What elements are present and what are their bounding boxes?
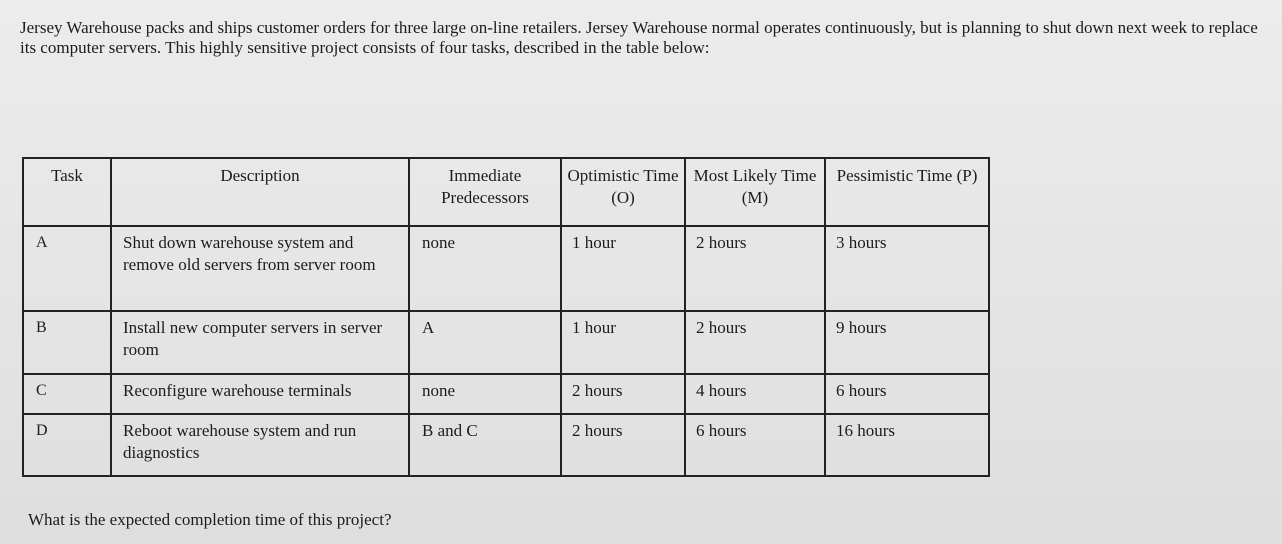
header-pessimistic: Pessimistic Time (P) (825, 158, 989, 226)
header-most-likely: Most Likely Time (M) (685, 158, 825, 226)
most-likely-time-cell: 6 hours (685, 414, 825, 476)
task-id-cell: D (23, 414, 111, 476)
optimistic-time-cell: 2 hours (561, 414, 685, 476)
predecessors-cell: B and C (409, 414, 561, 476)
most-likely-time-cell: 2 hours (685, 311, 825, 374)
optimistic-time-cell: 1 hour (561, 226, 685, 311)
task-table (22, 157, 990, 477)
table-row (23, 311, 989, 374)
task-id-cell: A (23, 226, 111, 311)
most-likely-time-cell: 2 hours (685, 226, 825, 311)
task-description-cell: Reconfigure warehouse terminals (111, 374, 409, 414)
table-row (23, 226, 989, 311)
table-row (23, 374, 989, 414)
pessimistic-time-cell: 9 hours (825, 311, 989, 374)
header-task: Task (23, 158, 111, 226)
pessimistic-time-cell: 6 hours (825, 374, 989, 414)
problem-intro-text: Jersey Warehouse packs and ships customer orders for three large on-line retailers. Jersey Warehouse normal operates continuously, but is planning to shut down next week to replace its computer servers. This highly sensitive project consists of four tasks, described in the table below: (20, 18, 1258, 57)
pessimistic-time-cell: 3 hours (825, 226, 989, 311)
optimistic-time-cell: 2 hours (561, 374, 685, 414)
predecessors-cell: none (409, 374, 561, 414)
predecessors-cell: A (409, 311, 561, 374)
predecessors-cell: none (409, 226, 561, 311)
optimistic-time-cell: 1 hour (561, 311, 685, 374)
task-description-cell: Reboot warehouse system and run diagnostics (111, 414, 409, 476)
pessimistic-time-cell: 16 hours (825, 414, 989, 476)
task-id-cell: C (23, 374, 111, 414)
table-row (23, 414, 989, 476)
question-text: What is the expected completion time of this project? (28, 510, 392, 529)
header-predecessors: Immediate Predecessors (409, 158, 561, 226)
task-description-cell: Install new computer servers in server room (111, 311, 409, 374)
table-header-row (23, 158, 989, 226)
header-optimistic: Optimistic Time (O) (561, 158, 685, 226)
task-description-cell: Shut down warehouse system and remove old servers from server room (111, 226, 409, 311)
header-description: Description (111, 158, 409, 226)
most-likely-time-cell: 4 hours (685, 374, 825, 414)
task-id-cell: B (23, 311, 111, 374)
